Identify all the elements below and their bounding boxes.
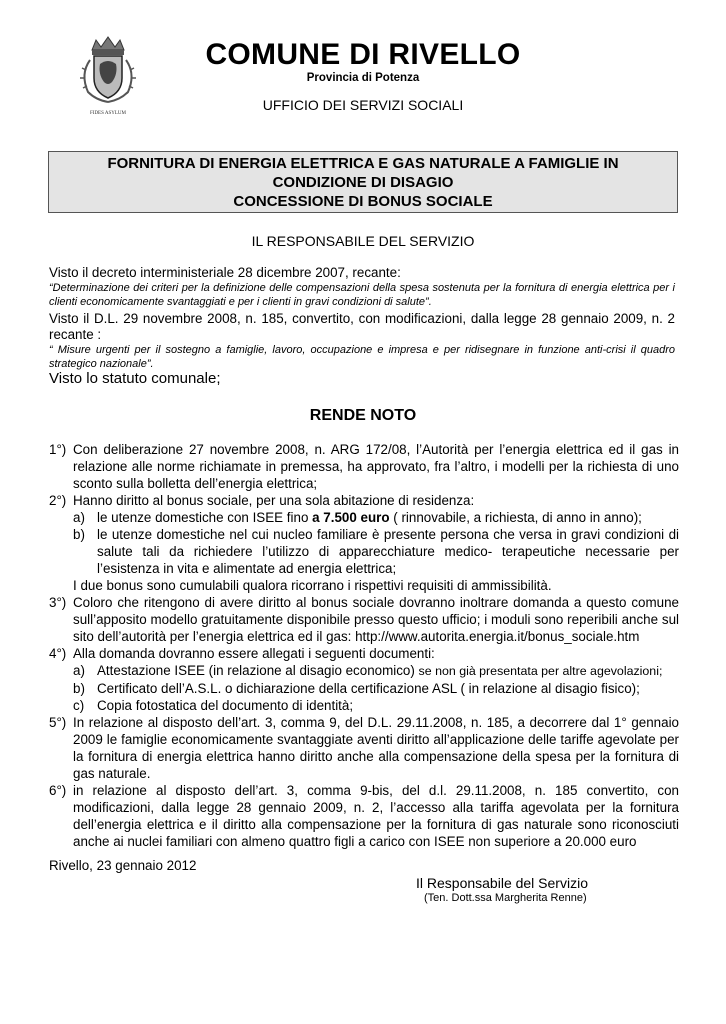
sub-item-4c: [49, 697, 679, 714]
sub-item-text: Certificato dell’A.S.L. o dichiarazione della certificazione ASL ( in relazione al disagio fisico);: [97, 681, 640, 696]
list-item-5: [49, 714, 679, 782]
item-text: Coloro che ritengono di avere diritto al bonus sociale dovranno inoltrare domanda a questo comune sull’apposito modello gratuitamente disponibile presso questo ufficio; i moduli sono reperibili anche sul sito dell’autorità per l’energia elettrica ed il gas: http://www.autorita.energia.it/bonus_sociale.htm: [73, 595, 679, 644]
item-number: 5°): [49, 715, 67, 730]
svg-text:FIDES ASYLUM: FIDES ASYLUM: [90, 111, 126, 116]
signature-title: Il Responsabile del Servizio: [416, 875, 588, 891]
list-item-3: [49, 594, 679, 645]
item-text: Alla domanda dovranno essere allegati i seguenti documenti:: [73, 646, 435, 661]
responsible-heading: IL RESPONSABILE DEL SERVIZIO: [251, 233, 475, 249]
premise-quote-2: “ Misure urgenti per il sostegno a famiglie, lavoro, occupazione e impresa e per ridisegnare in funzione anti-crisi il quadro strategico nazionale”.: [49, 344, 675, 370]
office-label: UFFICIO DEI SERVIZI SOCIALI: [262, 97, 464, 113]
item-number: 3°): [49, 595, 67, 610]
sub-item-4a: [49, 662, 679, 680]
sub-item-text-a: le utenze domestiche con ISEE fino: [97, 510, 313, 525]
premise-3: Visto lo statuto comunale;: [49, 370, 221, 387]
rende-noto-heading: RENDE NOTO: [309, 407, 417, 424]
subject-line-2: CONDIZIONE DI DISAGIO: [272, 174, 454, 191]
premise-quote-1: “Determinazione dei criteri per la definizione delle compensazioni della spesa sostenuta per la fornitura di energia elettrica per i clienti economicamente svantaggiati e per i clienti in gravi condizioni di salute”.: [49, 282, 675, 308]
sub-item-letter: c): [73, 698, 85, 713]
sub-item-letter: b): [73, 527, 85, 542]
sub-item-text: le utenze domestiche nel cui nucleo familiare è presente persona che versa in gravi condizioni di salute tali da richiedere l’utilizzo di apparecchiature medico- terapeutiche necessarie per l’esistenza in vita e alimentate ad energia elettrica;: [97, 527, 679, 576]
sub-item-letter: b): [73, 681, 85, 696]
page-title: COMUNE DI RIVELLO: [205, 38, 521, 71]
cumulable-note: I due bonus sono cumulabili qualora ricorrano i rispettivi requisiti di ammissibilità.: [73, 578, 552, 593]
item-text: Hanno diritto al bonus sociale, per una sola abitazione di residenza:: [73, 493, 475, 508]
sub-item-4b: [49, 680, 679, 697]
sub-item-text: [97, 509, 679, 526]
signature-name: (Ten. Dott.ssa Margherita Renne): [424, 892, 587, 904]
list-item-4: [49, 645, 679, 662]
subject-line-3: CONCESSIONE DI BONUS SOCIALE: [233, 193, 493, 210]
item-number: 4°): [49, 646, 67, 661]
list-item-6: [49, 782, 679, 850]
item-number: 6°): [49, 783, 67, 798]
item-text: in relazione al disposto dell’art. 3, comma 9-bis, del d.l. 29.11.2008, n. 185 convertito, con modificazioni, dalla legge 28 gennaio 2009, n. 2, l’accesso alla tariffa agevolata per la fornitura dell’energia elettrica e il diritto alla compensazione per la fornitura di gas naturale sono riconosciuti anche ai nuclei familiari con almeno quattro figli a carico con ISEE non superiore a 20.000 euro: [73, 783, 679, 849]
sub-item-letter: a): [73, 663, 85, 678]
item-number: 2°): [49, 493, 67, 508]
sub-item-text: [97, 662, 679, 680]
document-date: Rivello, 23 gennaio 2012: [49, 858, 197, 873]
premise-1: Visto il decreto interministeriale 28 dicembre 2007, recante:: [49, 265, 401, 280]
notice-list: [49, 441, 679, 850]
item-text: In relazione al disposto dell’art. 3, comma 9, del D.L. 29.11.2008, n. 185, a decorrere dal 1° gennaio 2009 le famiglie economicamente svantaggiate aventi diritto all’applicazione delle tariffe agevolate per la fornitura di energia elettrica hanno diritto anche alla compensazione della spesa per la fornitura di gas naturale.: [73, 715, 679, 781]
item-text: Con deliberazione 27 novembre 2008, n. ARG 172/08, l’Autorità per l’energia elettrica ed il gas in relazione alle norme richiamate in premessa, ha approvato, fra l’altro, i modelli per la richiesta di uno sconto sulla bolletta dell’energia elettrica;: [73, 442, 679, 491]
sub-item-2a: [49, 509, 679, 526]
subject-line-1: FORNITURA DI ENERGIA ELETTRICA E GAS NATURALE A FAMIGLIE IN: [107, 155, 619, 172]
sub-item-2b: [49, 526, 679, 577]
province-label: Provincia di Potenza: [306, 72, 420, 84]
premise-2: Visto il D.L. 29 novembre 2008, n. 185, convertito, con modificazioni, dalla legge 28 gennaio 2009, n. 2 recante :: [49, 311, 675, 342]
sub-item-text: Copia fotostatica del documento di identità;: [97, 698, 354, 713]
isee-threshold: a 7.500 euro: [312, 510, 390, 525]
list-item-1: [49, 441, 679, 492]
sub-item-text-a: Attestazione ISEE (in relazione al disagio economico): [97, 663, 419, 678]
sub-item-letter: a): [73, 510, 85, 525]
list-item-2: [49, 492, 679, 509]
item-number: 1°): [49, 442, 67, 457]
subject-box: [48, 151, 678, 213]
sub-item-text-c: ( rinnovabile, a richiesta, di anno in anno);: [389, 510, 642, 525]
sub-item-text-b: se non già presentata per altre agevolazioni;: [418, 664, 663, 678]
